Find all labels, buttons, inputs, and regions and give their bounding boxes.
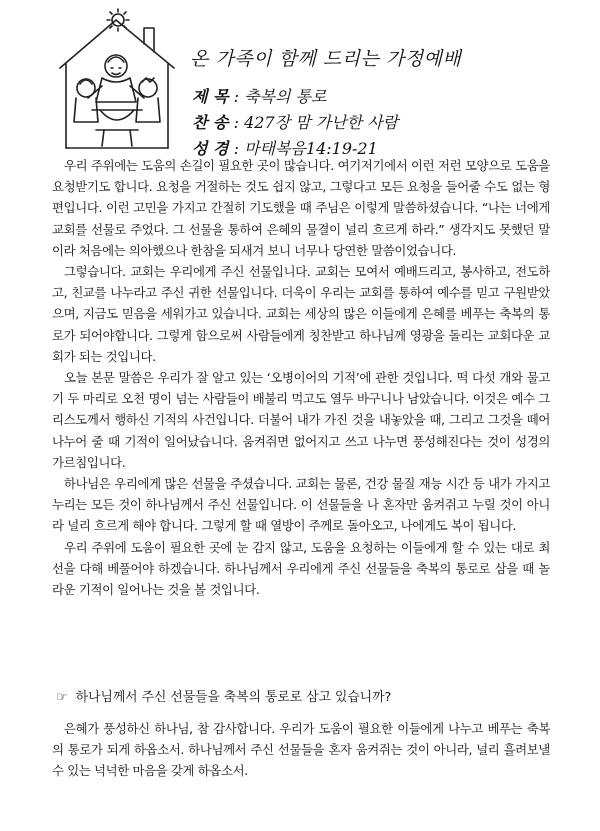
topic-label: 제 목 <box>192 87 229 106</box>
paragraph: 오늘 본문 말씀은 우리가 잘 알고 있는 ‘오병이어의 기적’에 관한 것입니다. 떡 다섯 개와 물고기 두 마리로 오천 명이 넘는 사람들이 배불리 먹고도 열두 바구니나 남았습니다. 이것은 예수 그리스도께서 행하신 기적의 사건입니다. 더불어 내가 가진 것을 내놓았을 때, 그리고 그것을 떼어 나누어 줄 때 기적이 일어났습니다. 움켜쥐면 없어지고 쓰고 나누면 풍성해진다는 것이 성경의 가르침입니다. <box>52 370 550 470</box>
question-text: 하나님께서 주신 선물들을 축복의 통로로 삼고 있습니까? <box>75 690 392 705</box>
paragraph: 그렇습니다. 교회는 우리에게 주신 선물입니다. 교회는 모여서 예배드리고, 봉사하고, 전도하고, 친교를 나누라고 주신 귀한 선물입니다. 더욱이 우리는 교회를 통하여 예수를 믿고 구원받았으며, 지금도 믿음을 세워가고 있습니다. 교회는 세상의 많은 이들에게 은혜를 베푸는 축복의 통로가 되어야합니다. 그렇게 함으로써 사람들에게 칭찬받고 하나님께 영광을 돌리는 교회다운 교회가 되는 것입니다. <box>52 264 550 364</box>
page-title: 온 가족이 함께 드리는 가정예배 <box>190 48 462 70</box>
pointing-hand-icon: ☞ <box>56 690 68 705</box>
hymn-label: 찬 송 <box>192 113 229 132</box>
topic-value: 축복의 통로 <box>244 87 327 106</box>
closing-prayer: 은혜가 풍성하신 하나님, 참 감사합니다. 우리가 도움이 필요한 이들에게 나누고 베푸는 축복의 통로가 되게 하옵소서. 하나님께서 주신 선물들을 혼자 움켜쥐는 것이 아니라, 널리 흘려보낼 수 있는 넉넉한 마음을 갖게 하옵소서. <box>52 721 550 779</box>
bible-value: 마태복음14:19-21 <box>244 139 378 158</box>
paragraph: 우리 주위에는 도움의 손길이 필요한 곳이 많습니다. 여기저기에서 이런 저런 모양으로 도움을 요청받기도 합니다. 요청을 거절하는 것도 쉽지 않고, 그렇다고 모든 요청을 들어줄 수도 없는 형편입니다. 이런 고민을 가지고 간절히 기도했을 때 주님은 이렇게 말씀하셨습니다. “나는 너에게 교회를 선물로 주었다. 그 선물을 통하여 은혜의 물결이 널리 흐르게 하라.” 생각지도 못했던 말이라 처음에는 의아했으나 한참을 되새겨 보니 너무나 당연한 말씀이었습니다. <box>52 158 550 258</box>
bible-separator: : <box>233 139 239 158</box>
bible-label: 성 경 <box>192 139 229 158</box>
hymn-line <box>192 110 398 133</box>
paragraph: 하나님은 우리에게 많은 선물을 주셨습니다. 교회는 물론, 건강 물질 재능 시간 등 내가 가지고 누리는 모든 것이 하나님께서 주신 선물입니다. 이 선물들을 나 혼자만 움켜쥐고 누릴 것이 아니라 널리 흐르게 해야 합니다. 그렇게 할 때 열방이 주께로 돌아오고, 나에게도 복이 됩니다. <box>52 476 550 534</box>
paragraph: 우리 주위에 도움이 필요한 곳에 눈 감지 않고, 도움을 요청하는 이들에게 할 수 있는 대로 최선을 다해 베풀어야 하겠습니다. 하나님께서 우리에게 주신 선물들을 축복의 통로로 삼을 때 놀라운 기적이 일어나는 것을 볼 것입니다. <box>52 539 550 598</box>
hymn-separator: : <box>233 113 239 132</box>
family-house-illustration <box>52 6 182 156</box>
topic-line <box>192 84 326 107</box>
reflection-question <box>56 686 546 705</box>
hymn-value: 427장 맘 가난한 사람 <box>244 113 399 132</box>
sermon-body <box>52 155 550 600</box>
topic-separator: : <box>233 87 239 106</box>
